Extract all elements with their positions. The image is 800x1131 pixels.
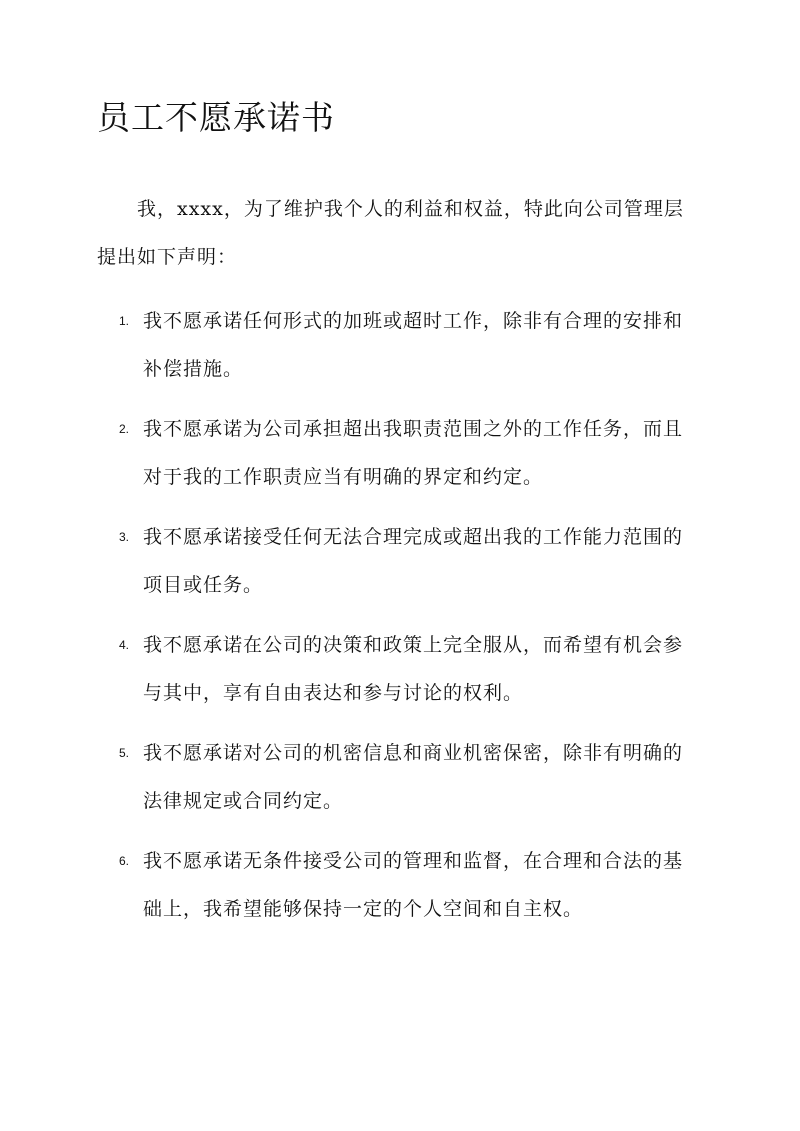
list-item [0, 297, 800, 405]
declaration-list [0, 297, 800, 945]
list-item-number: 2. [119, 422, 130, 436]
list-item-text: 我不愿承诺接受任何无法合理完成或超出我的工作能力范围的项目或任务。 [143, 526, 684, 596]
list-item-text: 我不愿承诺在公司的决策和政策上完全服从，而希望有机会参与其中，享有自由表达和参与讨论的权利。 [143, 634, 684, 704]
document-title: 员工不愿承诺书 [97, 98, 335, 137]
list-item-text: 我不愿承诺无条件接受公司的管理和监督，在合理和合法的基础上，我希望能够保持一定的个人空间和自主权。 [143, 850, 684, 920]
list-item [0, 405, 800, 513]
list-item-number: 5. [119, 746, 130, 760]
list-item-text: 我不愿承诺为公司承担超出我职责范围之外的工作任务，而且对于我的工作职责应当有明确的界定和约定。 [143, 418, 684, 488]
intro-paragraph: 我，xxxx，为了维护我个人的利益和权益，特此向公司管理层提出如下声明： [97, 198, 684, 268]
list-item [0, 837, 800, 945]
list-item [0, 513, 800, 621]
list-item-number: 6. [119, 854, 130, 868]
list-item-number: 3. [119, 530, 130, 544]
list-item [0, 621, 800, 729]
list-item-number: 4. [119, 638, 130, 652]
list-item [0, 729, 800, 837]
list-item-text: 我不愿承诺对公司的机密信息和商业机密保密，除非有明确的法律规定或合同约定。 [143, 742, 684, 812]
list-item-text: 我不愿承诺任何形式的加班或超时工作，除非有合理的安排和补偿措施。 [143, 310, 684, 380]
list-item-number: 1. [119, 314, 130, 328]
